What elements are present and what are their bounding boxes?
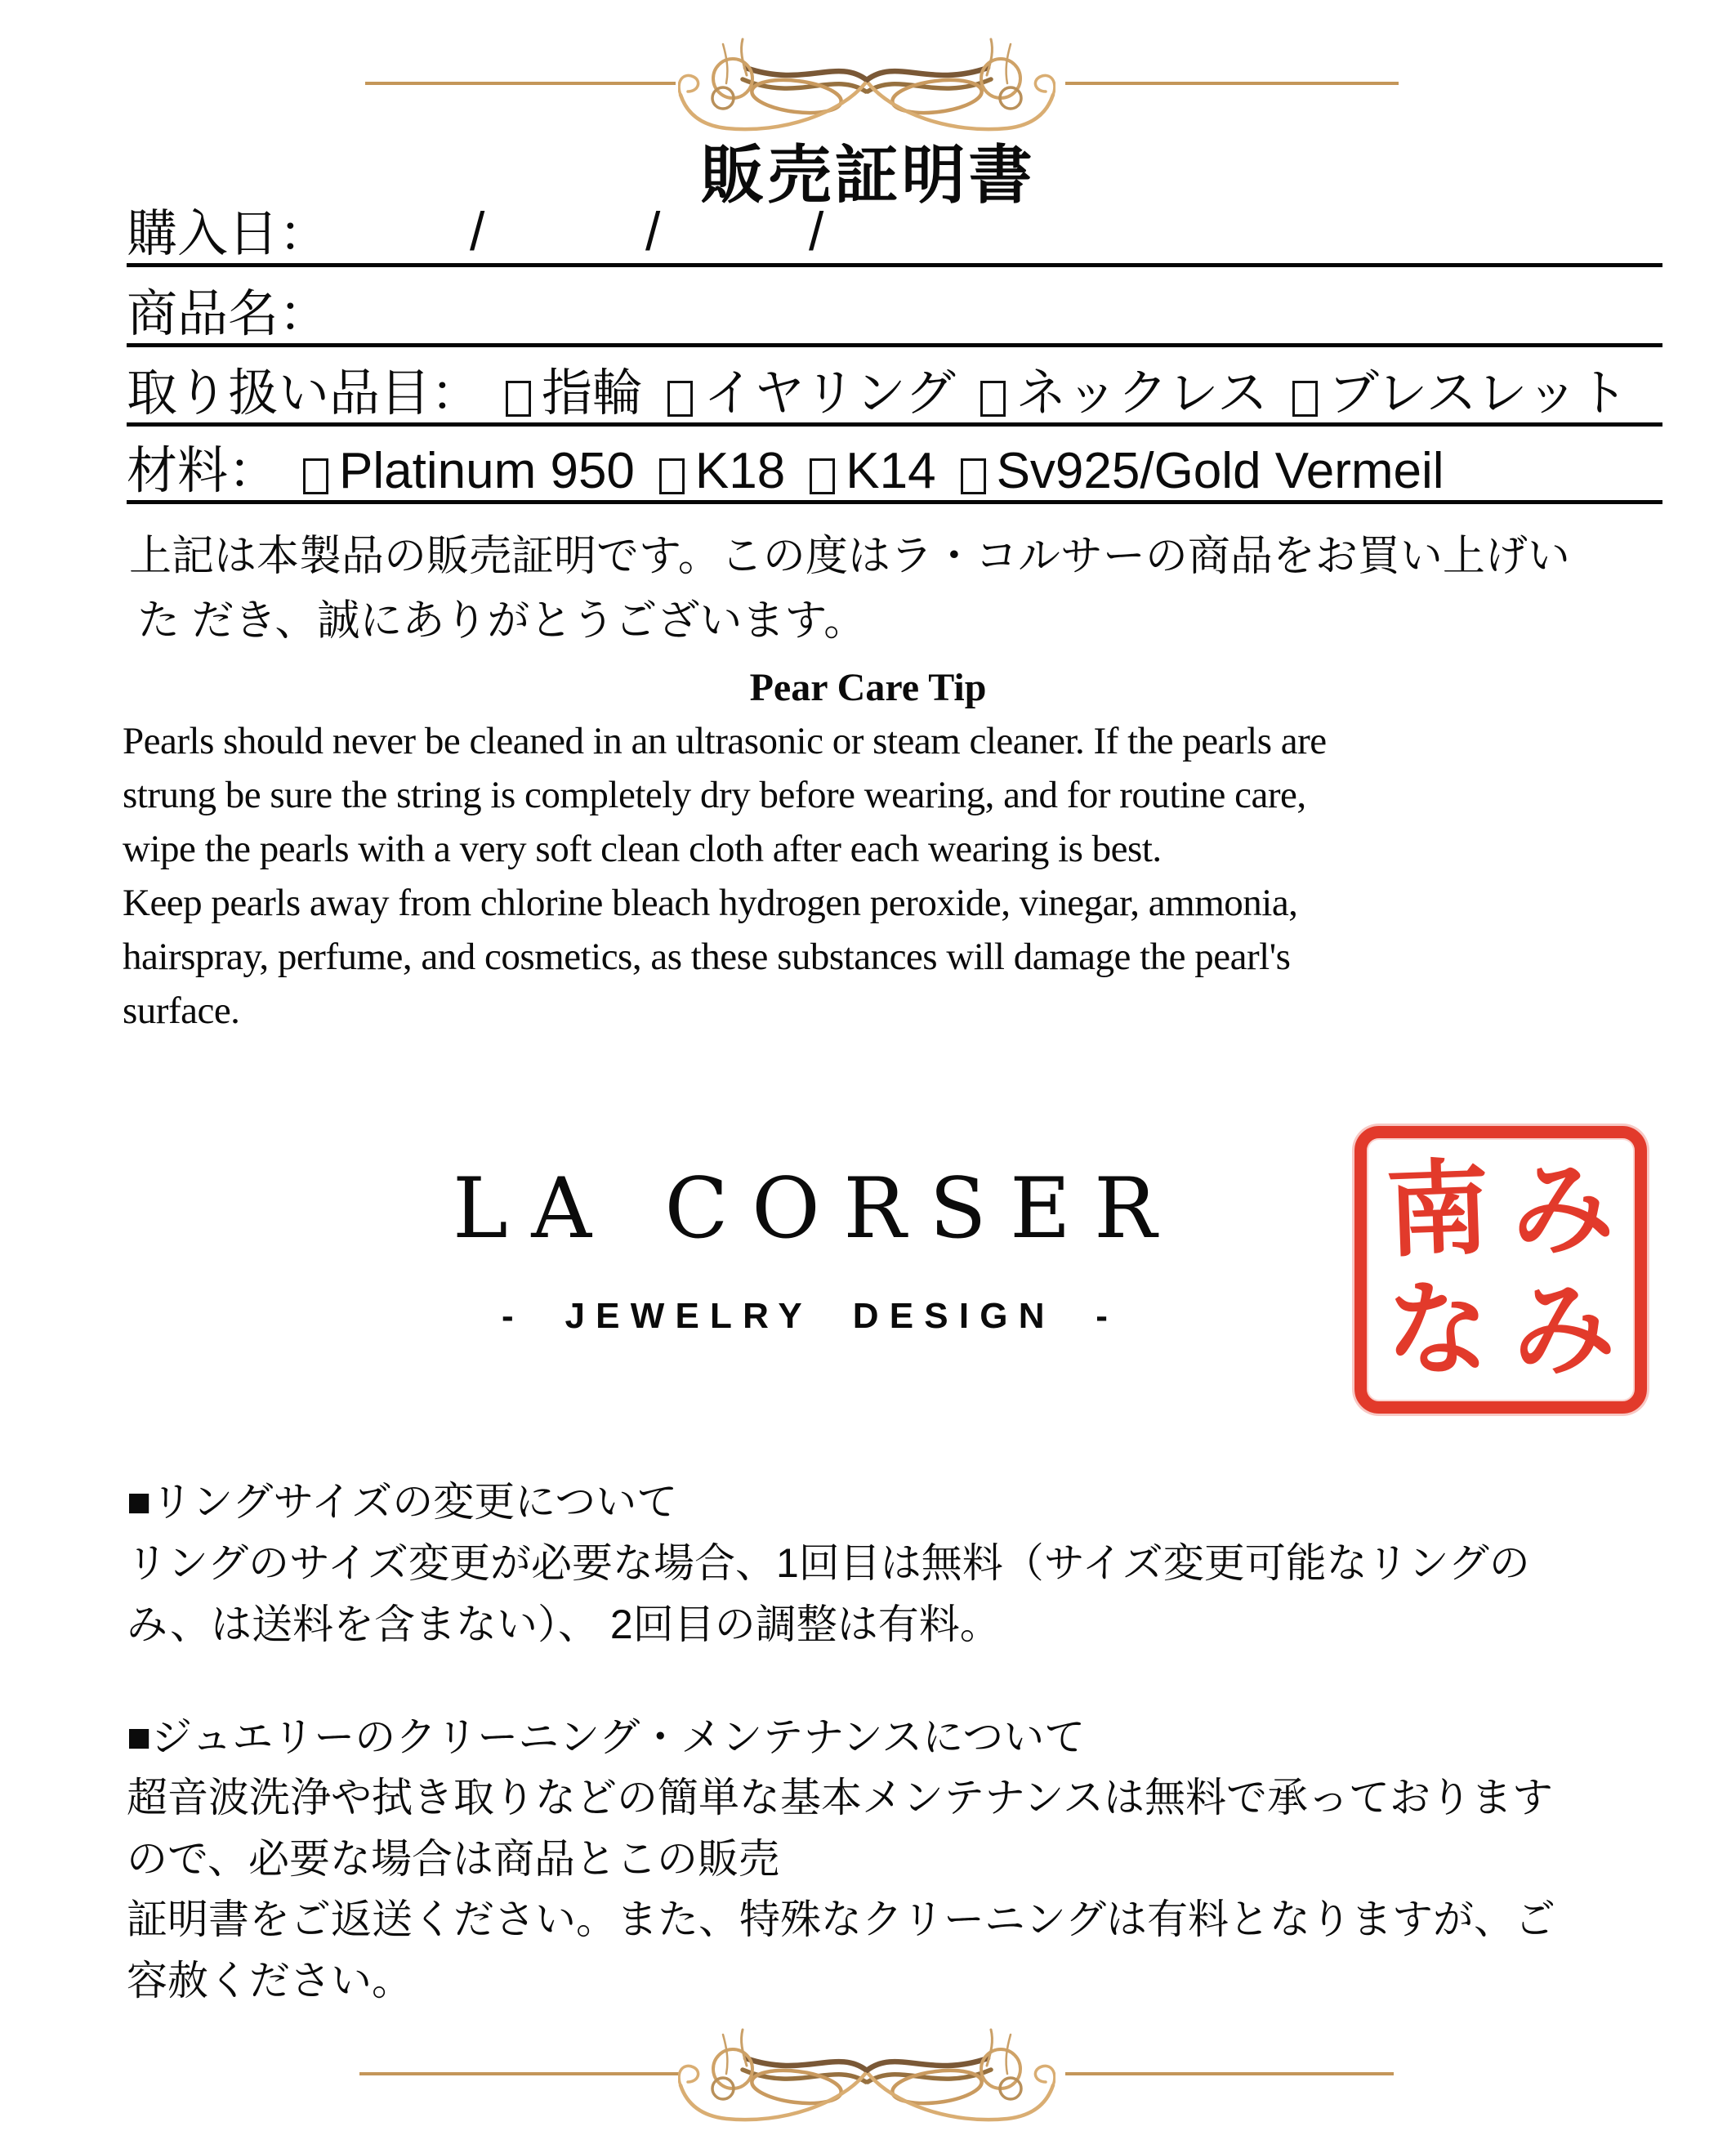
item-option-bracelet [1292,364,1628,422]
material-option-platinum950 [303,442,635,499]
seal-character-4: み [1511,1270,1617,1389]
seal-character-3: な [1385,1271,1491,1388]
checkbox-bracelet[interactable] [1292,381,1318,417]
item-option-necklace-label: ネックレス [1015,364,1268,422]
cleaning-note-line-1: 超音波洗浄や拭き取りなどの簡単な基本メンテナンスは無料で承っております [127,1775,1553,1821]
care-tip-line-3: wipe the pearls with a very soft clean cloth after each wearing is best. [123,828,1162,870]
material-option-k18 [659,442,786,499]
material-option-k14-label: K14 [846,442,936,499]
ring-size-note-line-2: み、は送料を含まない）、 2回目の調整は有料。 [127,1602,1001,1647]
checkbox-necklace[interactable] [980,381,1006,417]
certificate-message-line-1: 上記は本製品の販売証明です。この度はラ・コルサーの商品をお買い上げい [129,533,1570,580]
material-option-k14 [810,442,936,499]
top-divider-line-right [1065,82,1399,85]
checkbox-k14[interactable] [810,458,835,494]
item-type-label: 取り扱い品目： [127,364,482,422]
cleaning-note-heading: ■ジュエリーのクリーニング・メンテナンスについて [127,1714,1086,1760]
bottom-divider-line-left [359,2072,680,2075]
item-option-ring [506,364,644,422]
item-option-ring-label: 指輪 [542,364,644,422]
material-option-sv925 [961,442,1444,499]
purchase-date-label: 購入日： [127,205,330,262]
brand-logo: LA CORSER [453,1160,1180,1258]
ring-size-note-heading: ■リングサイズの変更について [127,1479,678,1525]
cleaning-note-line-3: 証明書をご返送ください。また、特殊なクリーニングは有料となりますが、ご [127,1896,1555,1942]
seal-character-2: み [1510,1150,1618,1269]
brand-tagline: - JEWELRY DESIGN - [502,1296,1119,1336]
product-name-label: 商品名： [127,285,330,342]
top-divider-line-left [365,82,676,85]
cleaning-note-line-2: ので、必要な場合は商品とこの販売 [127,1836,779,1882]
material-field [127,444,1662,504]
checkbox-earring[interactable] [667,381,693,417]
checkbox-ring[interactable] [506,381,531,417]
page-title: 販売証明書 [700,139,1036,211]
seal-character-1: 南 [1384,1150,1492,1269]
flourish-ornament-bottom [678,2020,1055,2131]
care-tip-line-4: Keep pearls away from chlorine bleach hydrogen peroxide, vinegar, ammonia, [123,882,1298,924]
care-tip-heading: Pear Care Tip [749,666,987,709]
item-option-earring [667,364,956,422]
care-tip-line-5: hairspray, perfume, and cosmetics, as these substances will damage the pearl's [123,936,1291,978]
care-tip-line-2: strung be sure the string is completely dry before wearing, and for routine care, [123,774,1306,816]
ring-size-note-line-1: リングのサイズ変更が必要な場合、1回目は無料（サイズ変更可能なリングの [127,1540,1530,1586]
cleaning-note-line-4: 容赦ください。 [127,1958,413,2004]
item-type-field [127,366,1662,427]
certificate-message-line-2: た だき、誠にありがとうございます。 [137,597,867,645]
material-option-platinum950-label: Platinum 950 [339,442,635,499]
date-separator-3: / [809,200,824,261]
care-tip-line-1: Pearls should never be cleaned in an ultrasonic or steam cleaner. If the pearls are [123,720,1327,762]
item-option-earring-label: イヤリング [703,364,956,422]
item-option-bracelet-label: ブレスレット [1328,364,1628,422]
care-tip-line-6: surface. [123,990,240,1032]
material-option-k18-label: K18 [694,442,786,499]
bottom-divider-line-right [1065,2072,1394,2075]
product-name-field[interactable] [127,287,1662,347]
purchase-date-field[interactable] [127,200,1662,267]
checkbox-sv925[interactable] [961,458,986,494]
checkbox-k18[interactable] [659,458,685,494]
checkbox-platinum950[interactable] [303,458,328,494]
date-separator-1: / [470,200,485,261]
item-option-necklace [980,364,1268,422]
date-separator-2: / [645,200,661,261]
hanko-seal [1354,1126,1647,1414]
material-option-sv925-label: Sv925/Gold Vermeil [996,442,1444,499]
material-label: 材料： [127,442,279,499]
